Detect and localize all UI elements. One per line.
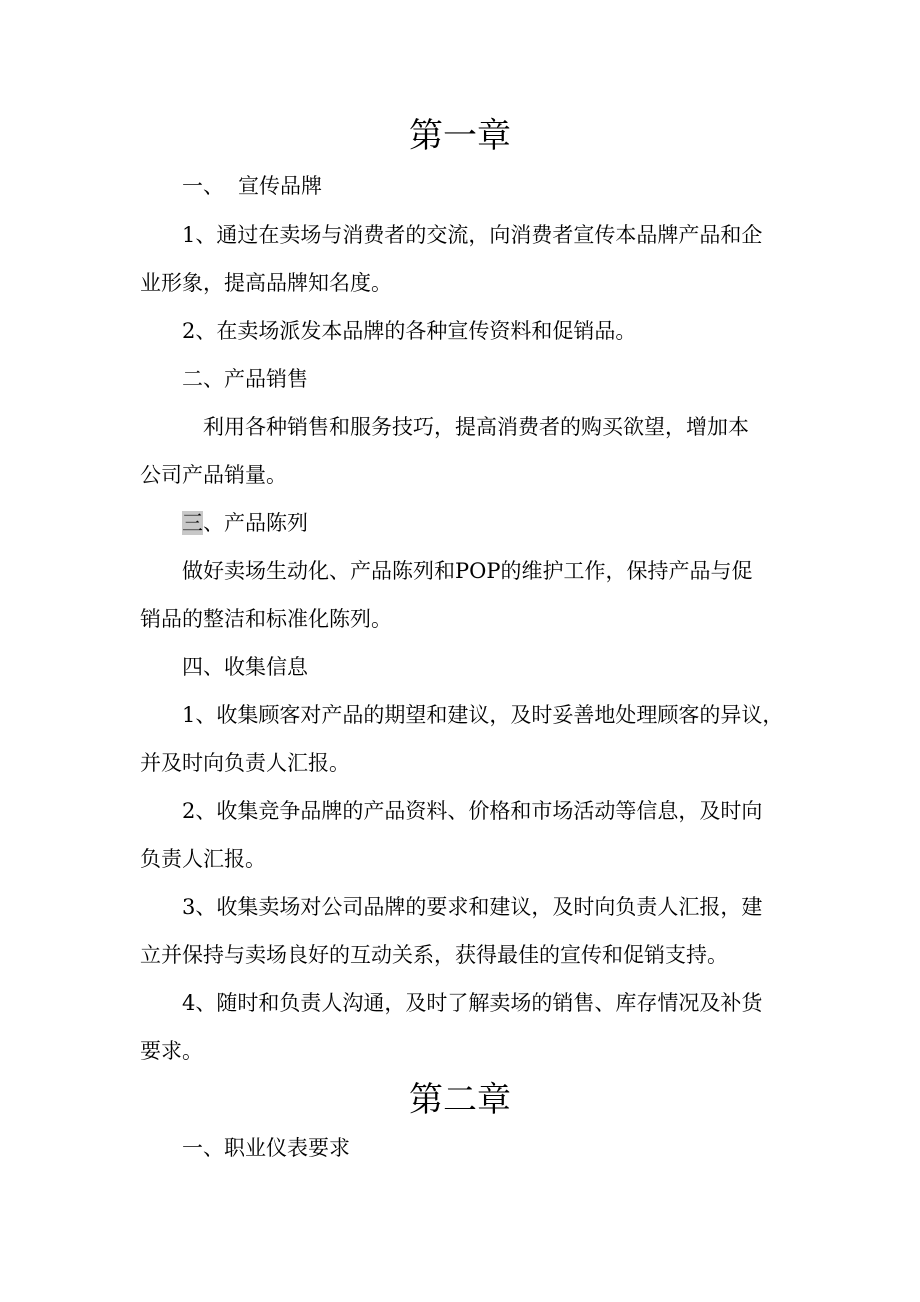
section-2-p1-line2: 公司产品销量。	[140, 463, 287, 487]
section-4-p4-line1: 4、随时和负责人沟通，及时了解卖场的销售、库存情况及补货	[182, 991, 763, 1015]
chapter-2-section-1-heading: 一、职业仪表要求	[182, 1136, 350, 1160]
section-4-p1-line2: 并及时向负责人汇报。	[140, 751, 350, 775]
section-2-heading: 二、产品销售	[182, 367, 308, 391]
section-1-title: 宣传品牌	[238, 174, 322, 198]
section-4-p3-line1: 3、收集卖场对公司品牌的要求和建议，及时向负责人汇报，建	[182, 895, 763, 919]
section-3-heading	[182, 509, 308, 537]
chapter-1-title: 第一章	[409, 116, 511, 156]
section-3-p1-line1: 做好卖场生动化、产品陈列和POP的维护工作，保持产品与促	[182, 559, 753, 583]
section-1-heading	[182, 172, 322, 200]
section-4-p2-line1: 2、收集竞争品牌的产品资料、价格和市场活动等信息，及时向	[182, 799, 763, 823]
section-1-p2: 2、在卖场派发本品牌的各种宣传资料和促销品。	[182, 319, 637, 343]
section-2-p1-line1: 利用各种销售和服务技巧，提高消费者的购买欲望，增加本	[203, 415, 749, 439]
section-3-p1-line2: 销品的整洁和标准化陈列。	[140, 607, 392, 631]
section-1-p1-line1: 1、通过在卖场与消费者的交流，向消费者宣传本品牌产品和企	[182, 223, 763, 247]
section-1-number: 一、	[182, 174, 224, 198]
chapter-2-title: 第二章	[409, 1080, 511, 1120]
section-4-heading: 四、收集信息	[182, 655, 308, 679]
section-4-p1-line1: 1、收集顾客对产品的期望和建议，及时妥善地处理顾客的异议，	[182, 703, 784, 727]
section-4-p2-line2: 负责人汇报。	[140, 847, 266, 871]
section-1-p1-line2: 业形象，提高品牌知名度。	[140, 271, 392, 295]
section-4-p4-line2: 要求。	[140, 1039, 203, 1063]
highlighted-section-number: 三	[182, 511, 203, 535]
section-3-title: 、产品陈列	[203, 511, 308, 535]
section-4-p3-line2: 立并保持与卖场良好的互动关系，获得最佳的宣传和促销支持。	[140, 943, 728, 967]
